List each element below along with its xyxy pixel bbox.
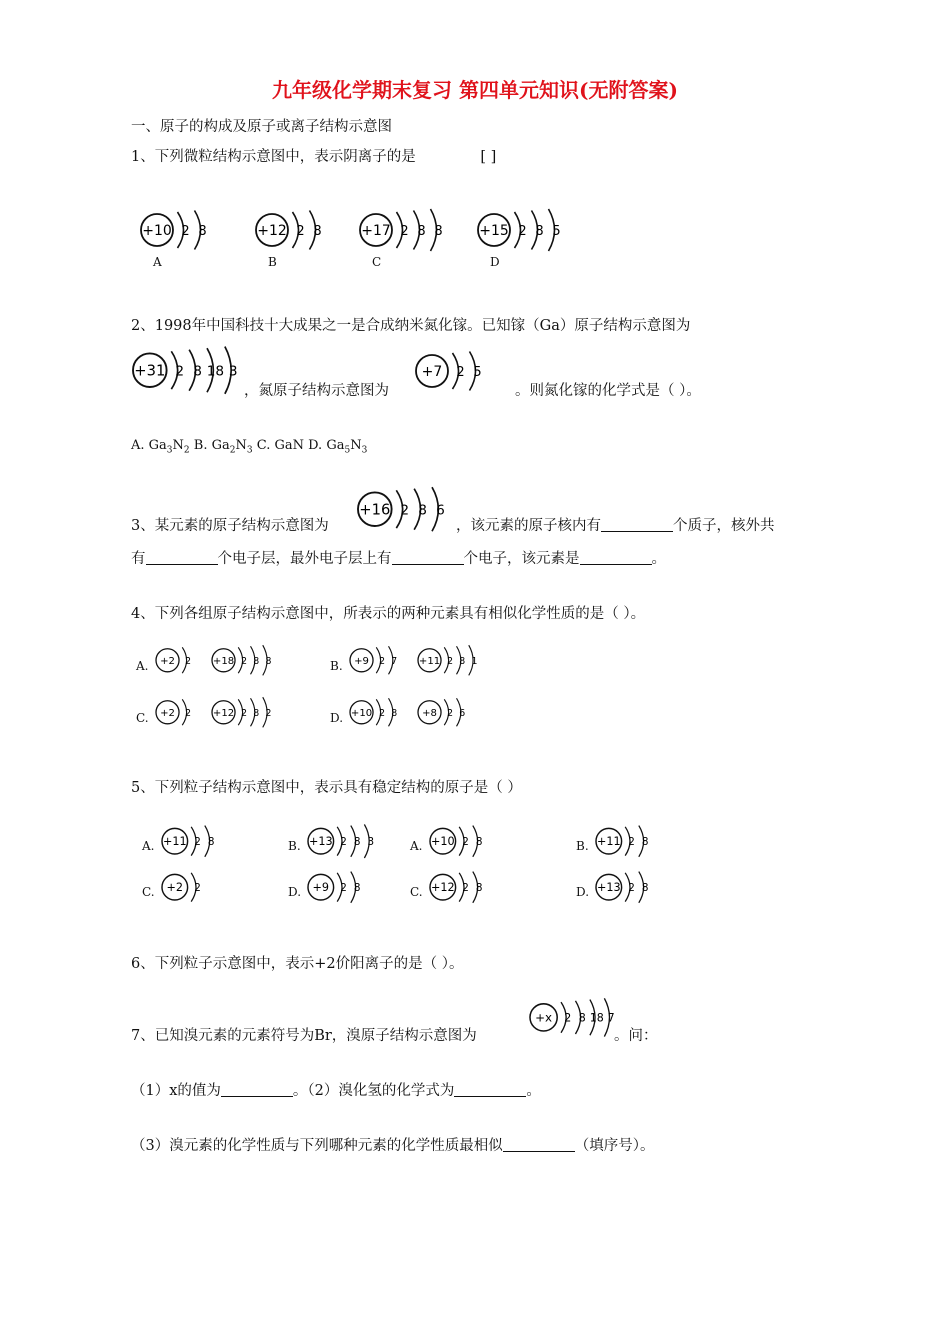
question-3-line1: ，该元素的原子核内有 个质子，核外共 (456, 518, 775, 534)
blank-x-value[interactable] (221, 1082, 293, 1097)
electron-count: 8 (265, 655, 272, 667)
question-7-prefix: 7、已知溴元素的元素符号为Br，溴原子结构示意图为 (131, 1028, 477, 1044)
group-label: B. (330, 659, 343, 673)
item-label: A. (410, 839, 423, 853)
nucleus-charge: +2 (166, 881, 184, 895)
electron-count: 2 (564, 1011, 572, 1025)
electron-count: 6 (459, 707, 466, 719)
page-title: 九年级化学期末复习 第四单元知识(无附答案) (272, 78, 678, 102)
electron-count: 1 (471, 655, 478, 667)
electron-count: 5 (473, 365, 482, 380)
question-7-part1: （1）x的值为 。（2）溴化氢的化学式为 。 (131, 1083, 541, 1099)
nucleus-charge: +10 (430, 835, 455, 849)
nucleus-charge: +9 (312, 881, 330, 895)
nucleus-charge: +15 (479, 223, 509, 239)
atom-diagram (428, 868, 489, 906)
nucleus-charge: +13 (308, 835, 333, 849)
atom-diagram (139, 206, 215, 254)
question-7-part3: （3）溴元素的化学性质与下列哪种元素的化学性质最相似 （填序号）。 (131, 1138, 655, 1154)
nucleus-charge: +31 (134, 362, 166, 380)
item-label: C. (142, 885, 155, 899)
blank-outer-electrons[interactable] (392, 550, 464, 565)
electron-count: 8 (207, 836, 215, 849)
electron-count: 8 (353, 882, 361, 895)
section-heading: 一、原子的构成及原子或离子结构示意图 (131, 119, 392, 135)
question-5-text: 5、下列粒子结构示意图中，表示具有稳定结构的原子是（ ） (131, 780, 522, 796)
question-2-mid: ，氮原子结构示意图为 (244, 383, 389, 399)
electron-count: 8 (353, 836, 361, 849)
nucleus-charge: +18 (212, 655, 235, 667)
electron-count: 2 (518, 224, 527, 239)
question-3-prefix: 3、某元素的原子结构示意图为 (131, 518, 329, 534)
atom-diagram (131, 345, 247, 395)
electron-count: 2 (296, 224, 305, 239)
question-2-text: 2、1998年中国科技十大成果之一是合成纳米氮化镓。已知镓（Ga）原子结构示意图为 (131, 318, 691, 334)
nucleus-charge: +2 (160, 655, 175, 667)
blank-hbr-formula[interactable] (454, 1082, 526, 1097)
item-label: D. (288, 885, 302, 899)
electron-count: 2 (462, 882, 469, 895)
group-label: D. (330, 711, 344, 725)
electron-count: 2 (185, 707, 192, 719)
nucleus-charge: +17 (361, 223, 391, 239)
blank-similar-element[interactable] (503, 1137, 575, 1152)
electron-count: 8 (535, 224, 544, 239)
electron-count: 2 (400, 502, 410, 519)
group-label: A. (136, 659, 149, 673)
atom-diagram (416, 643, 483, 678)
nucleus-charge: +9 (354, 655, 369, 667)
electron-count: 2 (379, 707, 386, 719)
item-label: B. (288, 839, 301, 853)
question-4-text: 4、下列各组原子结构示意图中，所表示的两种元素具有相似化学性质的是（ ）。 (131, 606, 646, 622)
electron-count: 3 (228, 363, 238, 380)
question-6-text: 6、下列粒子示意图中，表示+2价阳离子的是（ ）。 (131, 956, 464, 972)
nucleus-charge: +10 (350, 707, 373, 719)
atom-diagram (476, 206, 569, 254)
question-7-suffix: 。问： (614, 1028, 658, 1044)
option-label-a: A (153, 255, 162, 269)
electron-count: 5 (552, 224, 561, 239)
electron-count: 8 (475, 882, 483, 895)
question-2-end: 。则氮化镓的化学式是（ ）。 (515, 383, 701, 399)
electron-count: 3 (367, 836, 375, 849)
electron-count: 8 (417, 224, 426, 239)
question-3-after: ，该元素的原子核内有 (456, 518, 601, 534)
atom-diagram (160, 868, 207, 906)
question-3-line2: 有 个电子层，最外电子层上有 个电子，该元素是 。 (131, 551, 666, 567)
electron-count: 2 (175, 363, 185, 380)
electron-count: 2 (447, 655, 454, 667)
electron-count: 2 (185, 655, 192, 667)
electron-count: 2 (456, 365, 465, 380)
electron-count: 8 (578, 1011, 586, 1025)
electron-count: 8 (198, 224, 207, 239)
electron-count: 2 (340, 882, 347, 895)
item-label: C. (410, 885, 423, 899)
electron-count: 2 (447, 707, 454, 719)
electron-count: 7 (607, 1011, 615, 1025)
atom-diagram (348, 695, 403, 730)
atom-diagram (594, 822, 655, 860)
electron-count: 2 (340, 836, 347, 849)
group-label: C. (136, 711, 149, 725)
question-1 (131, 147, 496, 167)
nucleus-charge: +11 (162, 835, 187, 849)
electron-count: 2 (194, 836, 201, 849)
electron-count: 8 (641, 882, 649, 895)
electron-count: 2 (379, 655, 386, 667)
answer-bracket: [ ] (480, 149, 497, 165)
atom-diagram (210, 643, 277, 678)
nucleus-charge: +13 (596, 881, 621, 895)
electron-count: 8 (434, 224, 443, 239)
blank-shells[interactable] (146, 550, 218, 565)
atom-diagram (414, 347, 490, 395)
electron-count: 2 (628, 882, 635, 895)
electron-count: 2 (462, 836, 469, 849)
option-label-d: D (490, 255, 500, 269)
item-label: A. (142, 839, 155, 853)
option-label-b: B (268, 255, 277, 269)
blank-protons[interactable] (601, 517, 673, 532)
electron-count: 2 (241, 707, 248, 719)
electron-count: 18 (206, 363, 225, 380)
atom-diagram (416, 695, 471, 730)
item-label: D. (576, 885, 590, 899)
atom-diagram (356, 484, 454, 534)
atom-diagram (528, 997, 622, 1038)
electron-count: 8 (391, 707, 398, 719)
atom-diagram (306, 868, 367, 906)
option-label-c: C (372, 255, 382, 269)
electron-count: 8 (253, 707, 260, 719)
electron-count: 2 (181, 224, 190, 239)
blank-element[interactable] (580, 550, 652, 565)
atom-diagram (160, 822, 221, 860)
nucleus-charge: +8 (422, 707, 437, 719)
electron-count: 8 (253, 655, 260, 667)
electron-count: 8 (475, 836, 483, 849)
atom-diagram (428, 822, 489, 860)
electron-count: 2 (400, 224, 409, 239)
atom-diagram (154, 643, 196, 678)
nucleus-charge: +11 (418, 655, 441, 667)
atom-diagram (154, 695, 196, 730)
atom-diagram (594, 868, 655, 906)
electron-count: 2 (628, 836, 635, 849)
nucleus-charge: +2 (160, 707, 175, 719)
electron-count: 2 (241, 655, 248, 667)
electron-count: 8 (641, 836, 649, 849)
electron-count: 8 (193, 363, 202, 380)
electron-count: 2 (194, 882, 201, 895)
nucleus-charge: +16 (359, 501, 391, 519)
nucleus-charge: +11 (596, 835, 621, 849)
atom-diagram (210, 695, 277, 730)
electron-count: 8 (459, 655, 466, 667)
electron-count: 8 (313, 224, 322, 239)
atom-diagram (348, 643, 403, 678)
electron-count: 7 (391, 655, 398, 667)
electron-count: 2 (265, 707, 272, 719)
atom-diagram (358, 206, 451, 254)
nucleus-charge: +12 (430, 881, 455, 895)
item-label: B. (576, 839, 589, 853)
nucleus-charge: +12 (257, 223, 287, 239)
nucleus-charge: +x (535, 1010, 553, 1025)
electron-count: 6 (436, 502, 445, 519)
question-2-options: A. $Ga_3N_2$ B. $Ga_2N_3$ C. GaN D. $Ga_5N_3$ (131, 438, 368, 456)
atom-diagram (306, 822, 380, 860)
electron-count: 8 (418, 502, 427, 519)
nucleus-charge: +7 (421, 364, 443, 380)
electron-count: 18 (589, 1011, 604, 1025)
nucleus-charge: +12 (212, 707, 235, 719)
nucleus-charge: +10 (142, 223, 172, 239)
question-1-text: 1、下列微粒结构示意图中，表示阴离子的是 (131, 149, 416, 165)
atom-diagram (254, 206, 330, 254)
